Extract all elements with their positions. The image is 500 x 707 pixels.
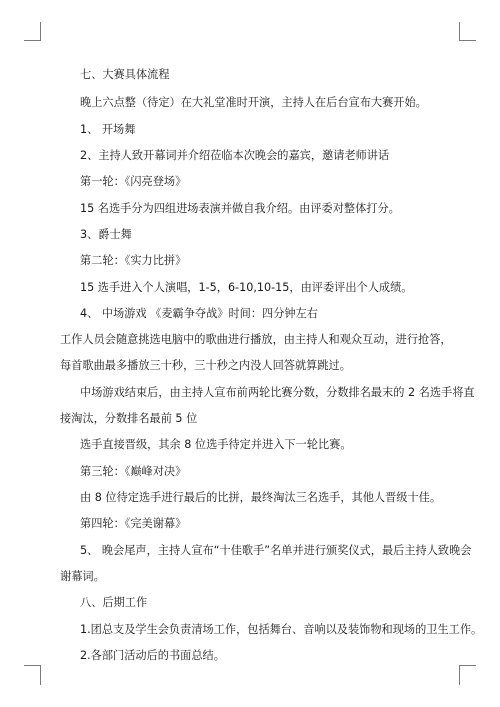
list-item: 2、主持人致开幕词并介绍莅临本次晚会的嘉宾，邀请老师讲话	[80, 149, 390, 162]
round-title: 第一轮：《闪亮登场》	[80, 175, 187, 188]
crop-mark-bottom-left	[24, 665, 41, 666]
paragraph: 中场游戏结束后，由主持人宣布前两轮比赛分数，分数排名最末的 2 名选手将直	[80, 386, 475, 399]
list-item: 4、 中场游戏 《麦霸争夺战》时间：四分钟左右	[80, 307, 318, 320]
paragraph: 接淘汰，分数排名最前 5 位	[60, 412, 198, 425]
round-title: 第二轮：《实力比拼》	[80, 254, 187, 267]
crop-mark-bottom-right	[459, 665, 476, 666]
paragraph: 15 名选手分为四组进场表演并做自我介绍。由评委对整体打分。	[80, 202, 400, 215]
paragraph: 选手直接晋级，其余 8 位选手待定并进入下一轮比赛。	[80, 438, 352, 451]
paragraph: 晚上六点整（待定）在大礼堂准时开演，主持人在后台宣布大赛开始。	[80, 96, 427, 109]
list-item: 3、爵士舞	[80, 228, 132, 241]
crop-mark-top-right	[459, 22, 460, 40]
crop-mark-top-right	[459, 40, 476, 41]
crop-mark-bottom-left	[40, 665, 41, 685]
list-item: 5、 晚会尾声，主持人宣布“十佳歌手”名单并进行颁奖仪式，最后主持人致晚会	[80, 544, 472, 557]
paragraph: 由 8 位待定选手进行最后的比拼，最终淘汰三名选手，其他人晋级十佳。	[80, 491, 442, 504]
crop-mark-top-left	[24, 40, 41, 41]
paragraph: 15 选手进入个人演唱，1-5，6-10,10-15，由评委评出个人成绩。	[80, 281, 413, 294]
list-item: 2.各部门活动后的书面总结。	[80, 649, 225, 662]
paragraph: 工作人员会随意挑选电脑中的歌曲进行播放，由主持人和观众互动，进行抢答，	[60, 333, 452, 346]
paragraph: 谢幕词。	[60, 570, 105, 583]
crop-mark-bottom-right	[459, 665, 460, 685]
section-heading: 八、后期工作	[80, 596, 148, 609]
section-heading: 七、大赛具体流程	[80, 68, 170, 81]
crop-mark-top-left	[40, 22, 41, 40]
round-title: 第三轮：《巅峰对决》	[80, 465, 187, 478]
list-item: 1.团总支及学生会负责清场工作，包括舞台、音响以及装饰物和现场的卫生工作。	[80, 623, 483, 636]
round-title: 第四轮：《完美谢幕》	[80, 517, 187, 530]
paragraph: 每首歌曲最多播放三十秒，三十秒之内没人回答就算跳过。	[60, 359, 351, 372]
list-item: 1、 开场舞	[80, 123, 136, 136]
